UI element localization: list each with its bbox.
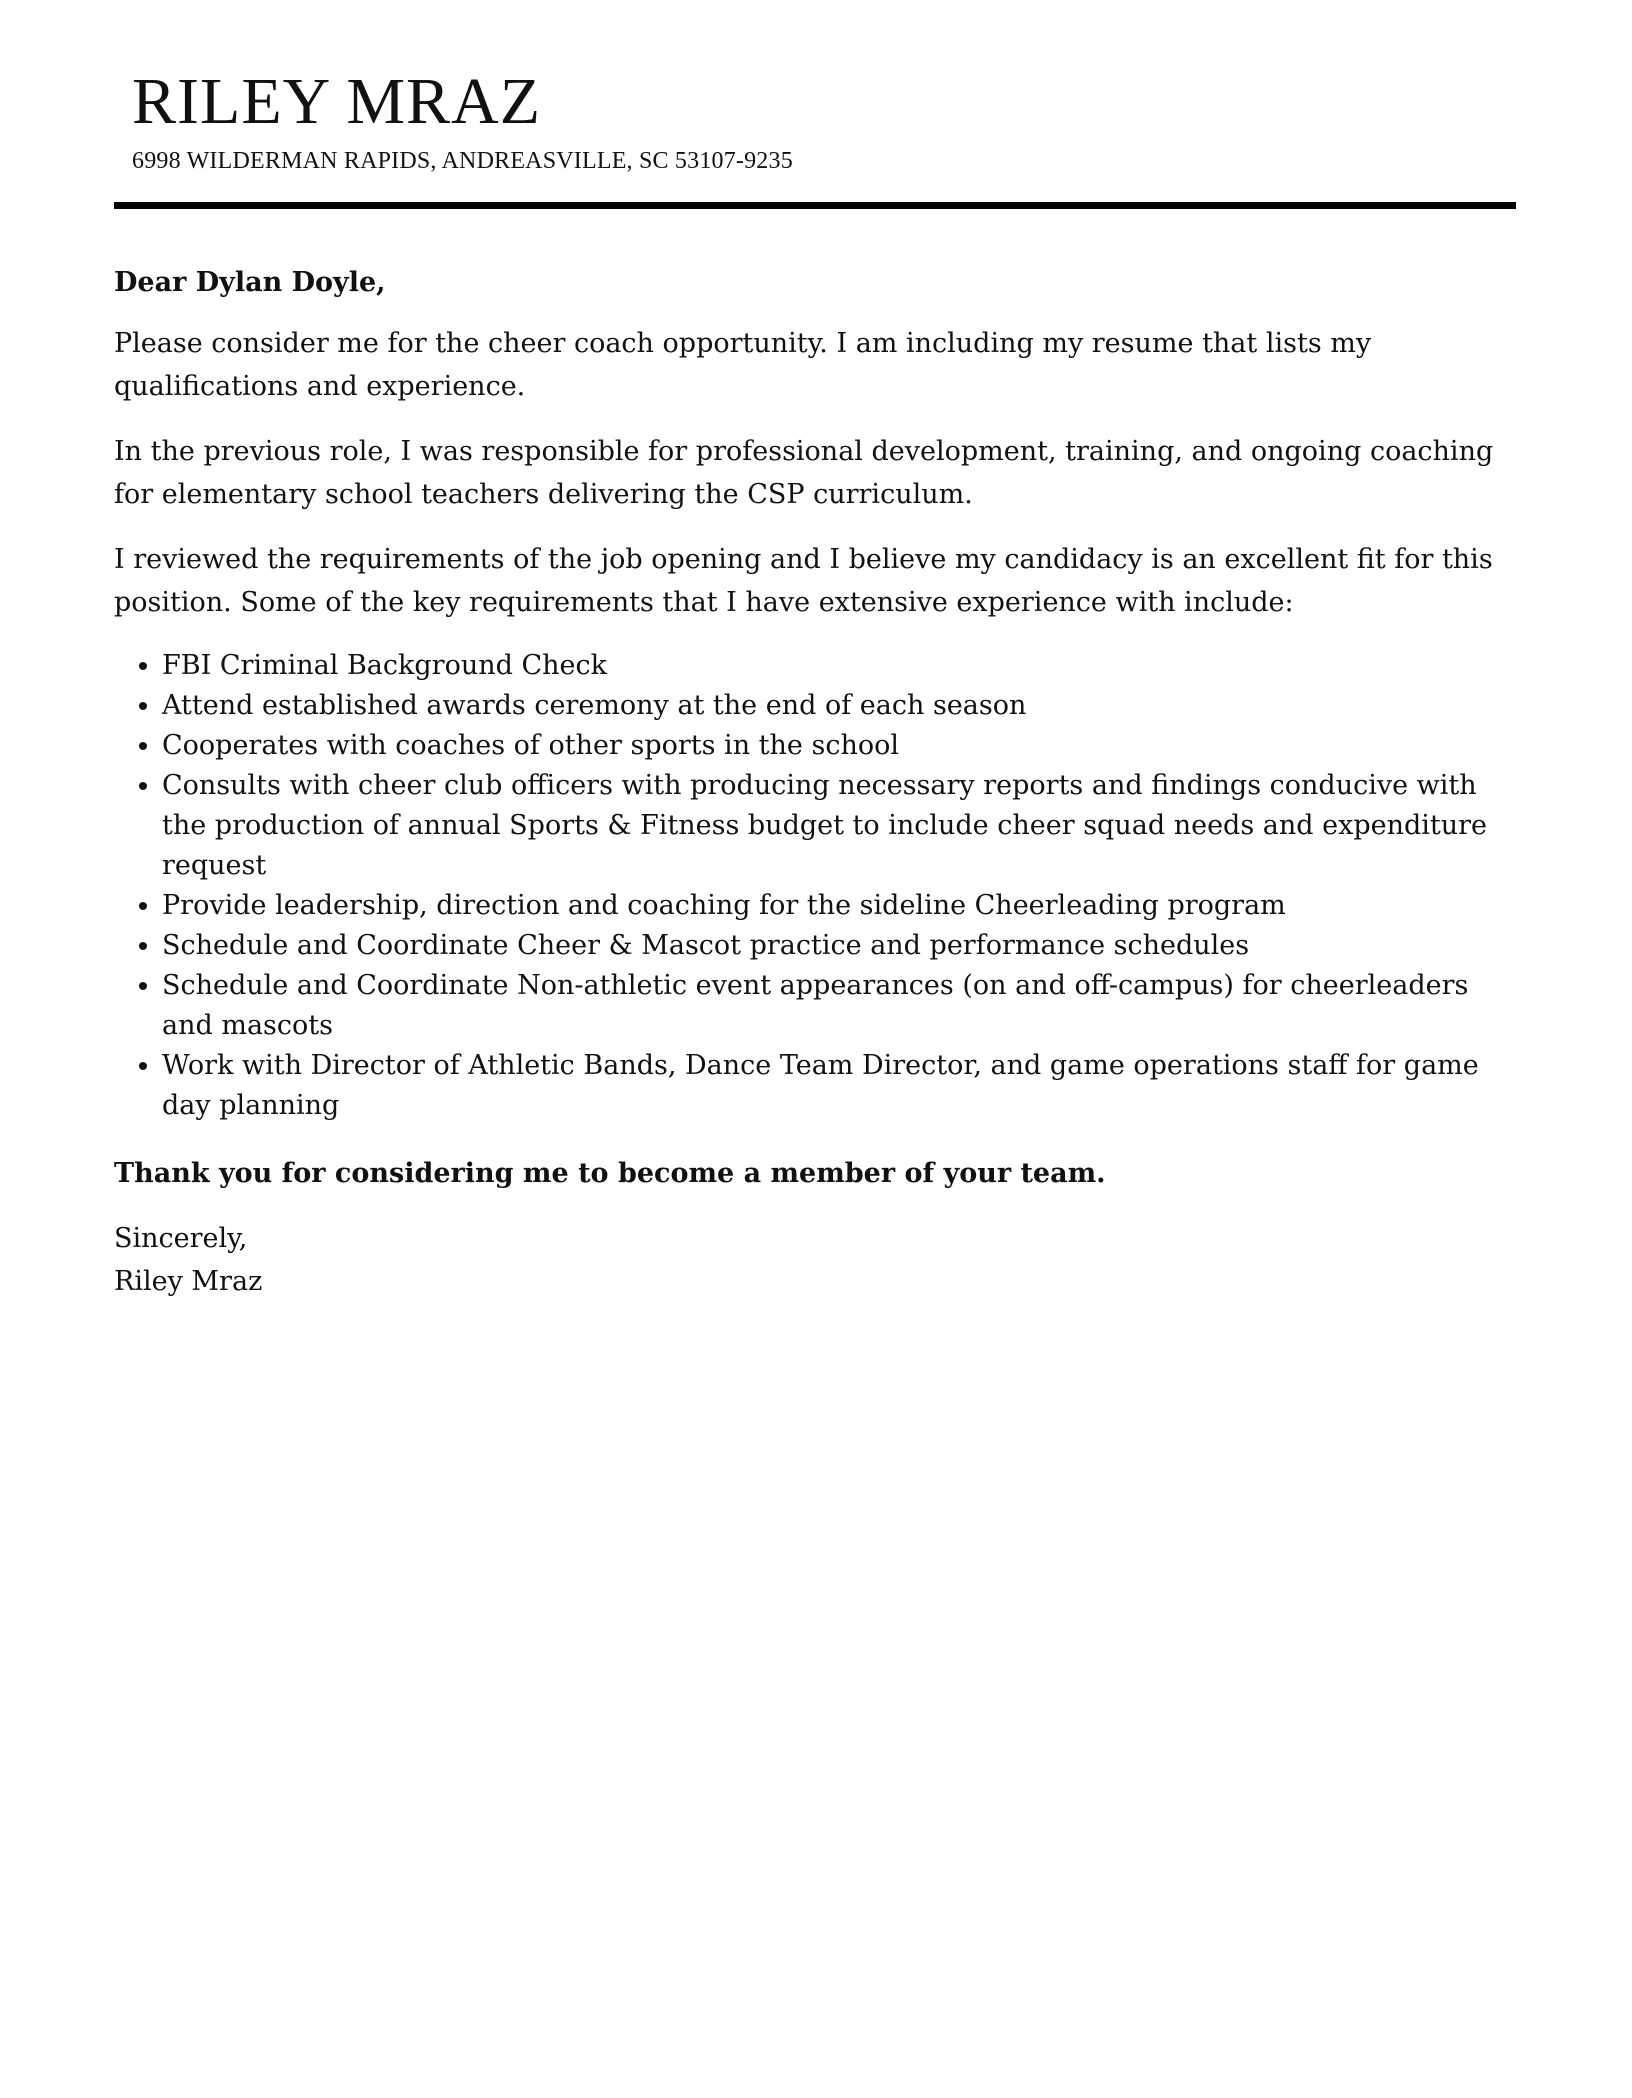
- list-item: • FBI Criminal Background Check: [162, 646, 1516, 686]
- paragraph-requirements-intro: I reviewed the requirements of the job opening and I believe my candidacy is an excellent fit for this position. Some of the key requirements that I have extensive experience with include:: [114, 544, 1493, 618]
- list-item: • Attend established awards ceremony at the end of each season: [162, 686, 1516, 726]
- requirements-list: [114, 646, 1516, 1126]
- applicant-address: 6998 WILDERMAN RAPIDS, ANDREASVILLE, SC 53107-9235: [132, 148, 793, 174]
- header-divider: [114, 202, 1516, 209]
- letter-body: [114, 261, 1516, 1303]
- list-item: • Consults with cheer club officers with producing necessary reports and findings conducive with the production of annual Sports & Fitness budget to include cheer squad needs and expenditure request: [162, 766, 1516, 886]
- list-item: • Schedule and Coordinate Cheer & Mascot practice and performance schedules: [162, 926, 1516, 966]
- applicant-name: RILEY MRAZ: [132, 65, 542, 138]
- paragraph-intro: Please consider me for the cheer coach opportunity. I am including my resume that lists my qualifications and experience.: [114, 328, 1372, 402]
- signature-name: Riley Mraz: [114, 1266, 263, 1297]
- closing-statement: Thank you for considering me to become a member of your team.: [114, 1158, 1106, 1189]
- list-item: • Provide leadership, direction and coaching for the sideline Cheerleading program: [162, 886, 1516, 926]
- list-item: • Work with Director of Athletic Bands, Dance Team Director, and game operations staff for game day planning: [162, 1046, 1516, 1126]
- list-item: • Cooperates with coaches of other sports in the school: [162, 726, 1516, 766]
- list-item: • Schedule and Coordinate Non-athletic event appearances (on and off-campus) for cheerleaders and mascots: [162, 966, 1516, 1046]
- cover-letter-page: [114, 0, 1516, 1303]
- signoff: Sincerely,: [114, 1223, 248, 1254]
- paragraph-previous-role: In the previous role, I was responsible for professional development, training, and ongoing coaching for elementary school teachers delivering the CSP curriculum.: [114, 436, 1494, 510]
- salutation: Dear Dylan Doyle,: [114, 267, 386, 298]
- letter-header: [114, 0, 1516, 176]
